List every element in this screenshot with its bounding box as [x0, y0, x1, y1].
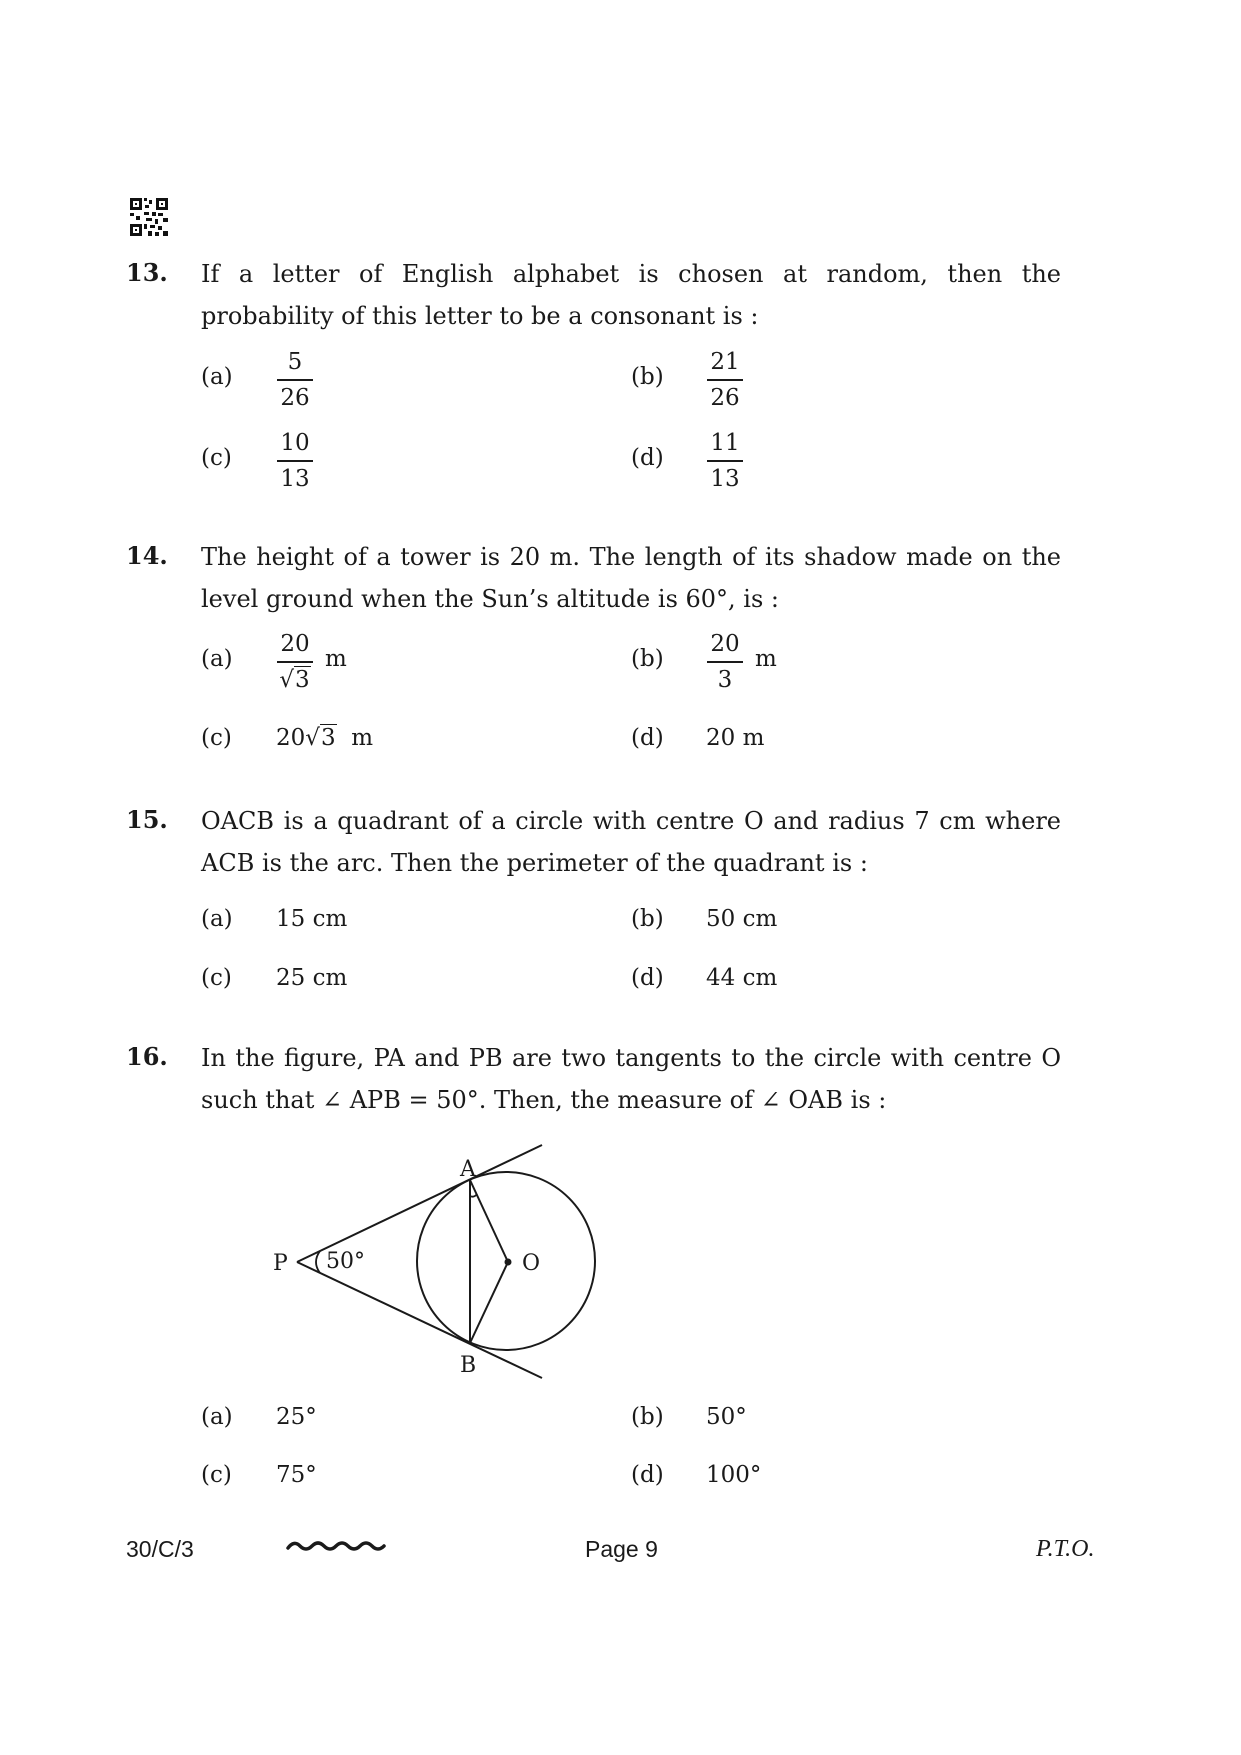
- option-c-value: 20√3 m: [276, 725, 374, 751]
- option-d-label: (d): [631, 445, 664, 471]
- label-a: A: [460, 1157, 476, 1182]
- denominator: √3: [279, 666, 310, 693]
- tilde-ornament-icon: [286, 1534, 386, 1558]
- coefficient: 20: [276, 725, 306, 751]
- angle-arc-a: [470, 1194, 477, 1197]
- page-number: Page 9: [585, 1536, 658, 1562]
- option-a-label: (a): [201, 646, 233, 672]
- numerator: 10: [280, 430, 310, 456]
- option-a-value: 15 cm: [276, 906, 348, 932]
- option-c-value: 25 cm: [276, 965, 348, 991]
- numerator: 20: [710, 631, 740, 657]
- denominator: 13: [710, 465, 740, 492]
- tangent-circle-figure: [260, 1140, 620, 1400]
- angle-label: 50°: [326, 1249, 365, 1274]
- numerator: 21: [710, 349, 740, 375]
- option-a-label: (a): [201, 906, 233, 932]
- option-b-label: (b): [631, 1404, 664, 1430]
- question-text: OACB is a quadrant of a circle with centre O and radius 7 cm where ACB is the arc. Then the perimeter of the quadrant is :: [201, 807, 1061, 877]
- label-p: P: [273, 1251, 288, 1276]
- denominator: 13: [280, 465, 310, 492]
- option-b-value: 50 cm: [706, 906, 778, 932]
- option-c-label: (c): [201, 965, 232, 991]
- option-c-label: (c): [201, 445, 232, 471]
- paper-code: 30/C/3: [126, 1536, 194, 1562]
- question-number: 16.: [126, 1042, 168, 1071]
- numerator: 5: [287, 349, 303, 375]
- centre-point: [505, 1259, 512, 1266]
- radicand: 3: [295, 666, 310, 693]
- option-d-value: 100°: [706, 1462, 762, 1488]
- option-d-label: (d): [631, 725, 664, 751]
- radius-ob: [470, 1262, 508, 1343]
- option-a-fraction: [273, 630, 317, 694]
- question-number: 14.: [126, 541, 168, 570]
- unit: m: [351, 725, 374, 751]
- question-number: 15.: [126, 805, 168, 834]
- radius-oa: [470, 1180, 508, 1262]
- question-text: The height of a tower is 20 m. The length of its shadow made on the level ground when the Sun’s altitude is 60°, is :: [201, 543, 1061, 613]
- option-b-label: (b): [631, 646, 664, 672]
- question-text: If a letter of English alphabet is chosen at random, then the probability of this letter to be a consonant is :: [201, 260, 1061, 330]
- denominator: 26: [280, 384, 310, 411]
- option-a-label: (a): [201, 364, 233, 390]
- option-d-value: 44 cm: [706, 965, 778, 991]
- radicand: 3: [320, 725, 336, 751]
- question-text: In the figure, PA and PB are two tangents to the circle with centre O such that ∠ APB = 50°. Then, the measure of ∠ OAB is :: [201, 1044, 1061, 1114]
- pto-label: P.T.O.: [1036, 1536, 1095, 1562]
- unit: m: [755, 646, 777, 672]
- angle-arc-p: [316, 1251, 320, 1273]
- numerator: 20: [280, 631, 310, 657]
- denominator: 3: [717, 666, 733, 693]
- unit: m: [325, 646, 347, 672]
- label-o: O: [522, 1251, 541, 1276]
- option-d-value: 20 m: [706, 725, 765, 751]
- option-a-value: 25°: [276, 1404, 317, 1430]
- option-a-label: (a): [201, 1404, 233, 1430]
- numerator: 11: [710, 430, 740, 456]
- option-b-label: (b): [631, 906, 664, 932]
- option-c-value: 75°: [276, 1462, 317, 1488]
- option-d-label: (d): [631, 1462, 664, 1488]
- denominator: 26: [710, 384, 740, 411]
- option-d-label: (d): [631, 965, 664, 991]
- option-b-fraction: [703, 630, 747, 694]
- question-number: 13.: [126, 258, 168, 287]
- label-b: B: [460, 1353, 477, 1378]
- option-c-label: (c): [201, 1462, 232, 1488]
- option-b-label: (b): [631, 364, 664, 390]
- option-d-fraction: [703, 429, 747, 493]
- option-a-fraction: [273, 348, 317, 412]
- option-c-label: (c): [201, 725, 232, 751]
- option-b-value: 50°: [706, 1404, 747, 1430]
- option-b-fraction: [703, 348, 747, 412]
- qr-code-icon: [130, 198, 168, 236]
- option-c-fraction: [273, 429, 317, 493]
